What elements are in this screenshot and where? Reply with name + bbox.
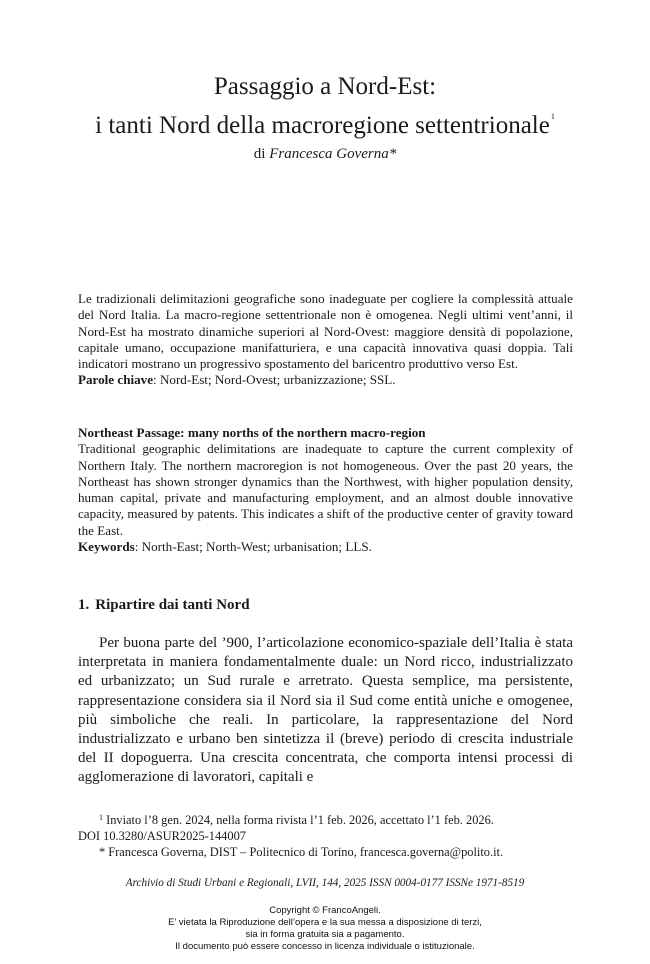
footnotes: [78, 810, 573, 860]
author-name: Francesca Governa*: [269, 146, 397, 162]
copyright-line-2: E’ vietata la Riproduzione dell’opera e la sua messa a disposizione di terzi,: [168, 917, 482, 928]
abstract-english-text: Traditional geographic delimitations are inadequate to capture the current complexity of Northern Italy. The northern macroregion is not homogeneous. Over the past 20 years, the Northeast has shown stronger dynamics than the Northwest, with higher population density, human capital, private and manufacturing employment, and an almost double innovative capacity, measured by patents. This indicates a shift of the productive center of gravity toward the East.: [78, 441, 573, 538]
title-footnote-ref[interactable]: 1: [550, 112, 555, 121]
byline: [0, 146, 650, 163]
body-paragraph: Per buona parte del ’900, l’articolazione economico-spaziale dell’Italia è stata interpretata in maniera fondamentalmente duale: un Nord ricco, industrializzato ed urbanizzato; un Sud rurale e arretrato. Questa semplice, ma persistente, rappresentazione considera sia il Nord sia il Sud come entità uniche e omogenee, più simboliche che reali. In particolare, la rappresentazione del Nord industrializzato e urbano ben sintetizza il (breve) periodo di crescita industriale del II dopoguerra. Una crescita concentrata, che comporta intensi processi di agglomerazione di lavoratori, capitali e: [78, 635, 573, 786]
copyright-line-1: Copyright © FrancoAngeli.: [269, 905, 381, 916]
copyright-notice: [0, 905, 650, 953]
keywords-italian: [78, 372, 573, 388]
abstract-italian: [78, 291, 573, 389]
copyright-line-4: Il documento può essere concesso in licenza individuale o istituzionale.: [175, 941, 475, 952]
keywords-english: [78, 539, 573, 555]
footnote-1-text: Inviato l’8 gen. 2024, nella forma rivista l’1 feb. 2026, accettato l’1 feb. 2026.: [103, 813, 494, 827]
section-title: Ripartire dai tanti Nord: [95, 597, 250, 613]
abstract-english: [78, 425, 573, 555]
title-line-2-text: i tanti Nord della macroregione settentrionale: [95, 112, 550, 139]
keywords-italian-label: Parole chiave: [78, 372, 154, 388]
article-title: [0, 72, 650, 141]
footnote-1-doi[interactable]: DOI 10.3280/ASUR2025-144007: [78, 829, 246, 843]
title-line-2: [0, 102, 650, 141]
abstract-english-title: Northeast Passage: many norths of the northern macro-region: [78, 425, 426, 440]
byline-prefix: di: [253, 146, 266, 162]
keywords-english-list: : North-East; North-West; urbanisation; LLS.: [134, 539, 372, 555]
copyright-line-3: sia in forma gratuita sia a pagamento.: [245, 929, 405, 940]
author-affiliation-note: * Francesca Governa, DIST – Politecnico di Torino, francesca.governa@polito.it.: [99, 845, 504, 859]
footnote-1: [78, 810, 573, 828]
section-heading: [78, 597, 250, 614]
journal-citation: Archivio di Studi Urbani e Regionali, LVII, 144, 2025 ISSN 0004-0177 ISSNe 1971-8519: [125, 877, 525, 889]
footnote-1-mark: 1: [99, 813, 103, 822]
abstract-italian-text: Le tradizionali delimitazioni geografiche sono inadeguate per cogliere la complessità attuale del Nord Italia. La macro-regione settentrionale non è omogenea. Negli ultimi vent’anni, il Nord-Est ha mostrato dinamiche superiori al Nord-Ovest: maggiore densità di popolazione, capitale umano, occupazione manifatturiera, e una capacità innovativa quasi doppia. Tali indicatori mostrano un progressivo spostamento del baricentro produttivo verso Est.: [78, 291, 573, 372]
section-number: 1.: [78, 597, 90, 613]
keywords-english-label: Keywords: [78, 539, 135, 555]
keywords-italian-list: : Nord-Est; Nord-Ovest; urbanizzazione; SSL.: [153, 372, 396, 388]
title-line-1: Passaggio a Nord-Est:: [213, 73, 437, 100]
